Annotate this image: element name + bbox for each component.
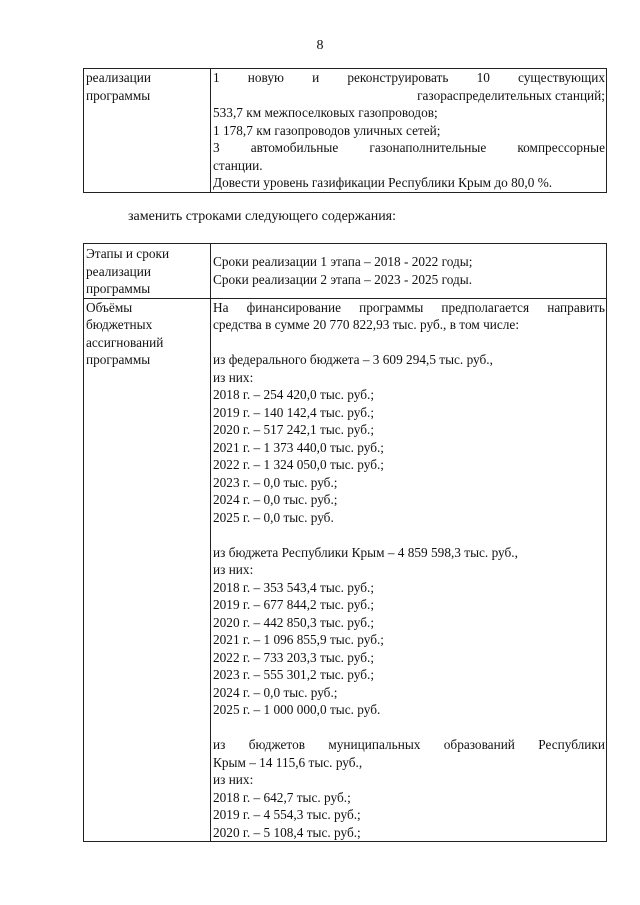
row-label-line: программы <box>86 281 151 296</box>
year-line: 2020 г. – 5 108,4 тыс. руб.; <box>213 824 361 840</box>
crimea-budget-heading: из бюджета Республики Крым – 4 859 598,3 тыс. руб., <box>213 544 518 560</box>
table-row <box>84 69 607 193</box>
year-line: 2020 г. – 517 242,1 тыс. руб.; <box>213 422 375 437</box>
year-line: 2019 г. – 4 554,3 тыс. руб.; <box>213 807 361 822</box>
row-label-line: Объёмы <box>86 299 133 315</box>
year-line: 2023 г. – 0,0 тыс. руб.; <box>213 474 338 490</box>
year-line: 2025 г. – 0,0 тыс. руб. <box>213 509 334 525</box>
blank-line <box>213 334 605 352</box>
text-line: 3 автомобильные газонаполнительные компрессорные <box>213 140 605 155</box>
municipal-budget-heading: Крым – 14 115,6 тыс. руб., <box>213 754 363 770</box>
text-line: средства в сумме 20 770 822,93 тыс. руб., в том числе: <box>213 317 520 332</box>
old-passport-table <box>83 68 607 193</box>
row-label-cell <box>84 298 211 842</box>
year-line: 2018 г. – 353 543,4 тыс. руб.; <box>213 579 375 595</box>
new-passport-table <box>83 243 607 842</box>
row-value-cell <box>211 298 607 842</box>
row-label-line: реализации <box>86 263 151 279</box>
text-line: из них: <box>213 369 254 385</box>
municipal-budget-heading: из бюджетов муниципальных образований Республики <box>213 737 605 752</box>
row-label-line: бюджетных <box>86 317 153 332</box>
text-line: Довести уровень газификации Республики Крым до 80,0 %. <box>213 175 553 190</box>
text-line: 1 178,7 км газопроводов уличных сетей; <box>213 122 441 138</box>
year-line: 2019 г. – 677 844,2 тыс. руб.; <box>213 597 375 612</box>
text-line: из них: <box>213 562 254 577</box>
year-line: 2025 г. – 1 000 000,0 тыс. руб. <box>213 702 381 717</box>
row-label-line: реализации <box>86 70 151 85</box>
text-line: газораспределительных станций; <box>417 87 605 103</box>
table-row <box>84 244 607 299</box>
row-label-line: программы <box>86 87 151 103</box>
year-line: 2021 г. – 1 096 855,9 тыс. руб.; <box>213 632 385 647</box>
federal-budget-heading: из федерального бюджета – 3 609 294,5 тыс. руб., <box>213 352 493 367</box>
year-line: 2018 г. – 254 420,0 тыс. руб.; <box>213 387 375 402</box>
year-line: 2019 г. – 140 142,4 тыс. руб.; <box>213 404 375 420</box>
text-line: Сроки реализации 1 этапа – 2018 - 2022 годы; <box>213 254 473 269</box>
year-line: 2024 г. – 0,0 тыс. руб.; <box>213 684 338 700</box>
year-line: 2024 г. – 0,0 тыс. руб.; <box>213 492 338 507</box>
text-line: 533,7 км межпоселковых газопроводов; <box>213 105 438 120</box>
blank-line <box>213 719 605 737</box>
year-line: 2022 г. – 1 324 050,0 тыс. руб.; <box>213 457 385 472</box>
year-line: 2022 г. – 733 203,3 тыс. руб.; <box>213 649 375 665</box>
year-line: 2020 г. – 442 850,3 тыс. руб.; <box>213 614 375 630</box>
text-line: 1 новую и реконструировать 10 существующих <box>213 70 605 85</box>
year-line: 2018 г. – 642,7 тыс. руб.; <box>213 789 351 805</box>
text-line: Сроки реализации 2 этапа – 2023 - 2025 годы. <box>213 271 473 287</box>
replace-instruction: заменить строками следующего содержания: <box>128 209 397 224</box>
row-value-cell <box>211 69 607 193</box>
year-line: 2021 г. – 1 373 440,0 тыс. руб.; <box>213 439 385 455</box>
year-line: 2023 г. – 555 301,2 тыс. руб.; <box>213 667 375 682</box>
blank-line <box>213 526 605 544</box>
row-label-cell <box>84 244 211 299</box>
row-label-line: ассигнований <box>86 334 164 350</box>
text-line: из них: <box>213 772 254 787</box>
page-number: 8 <box>316 38 324 53</box>
row-value-cell <box>211 244 607 299</box>
row-label-cell <box>84 69 211 193</box>
row-label-line: Этапы и сроки <box>86 246 170 261</box>
table-row <box>84 298 607 842</box>
text-line: На финансирование программы предполагается направить <box>213 299 605 315</box>
row-label-line: программы <box>86 352 151 367</box>
text-line: станции. <box>213 157 263 173</box>
